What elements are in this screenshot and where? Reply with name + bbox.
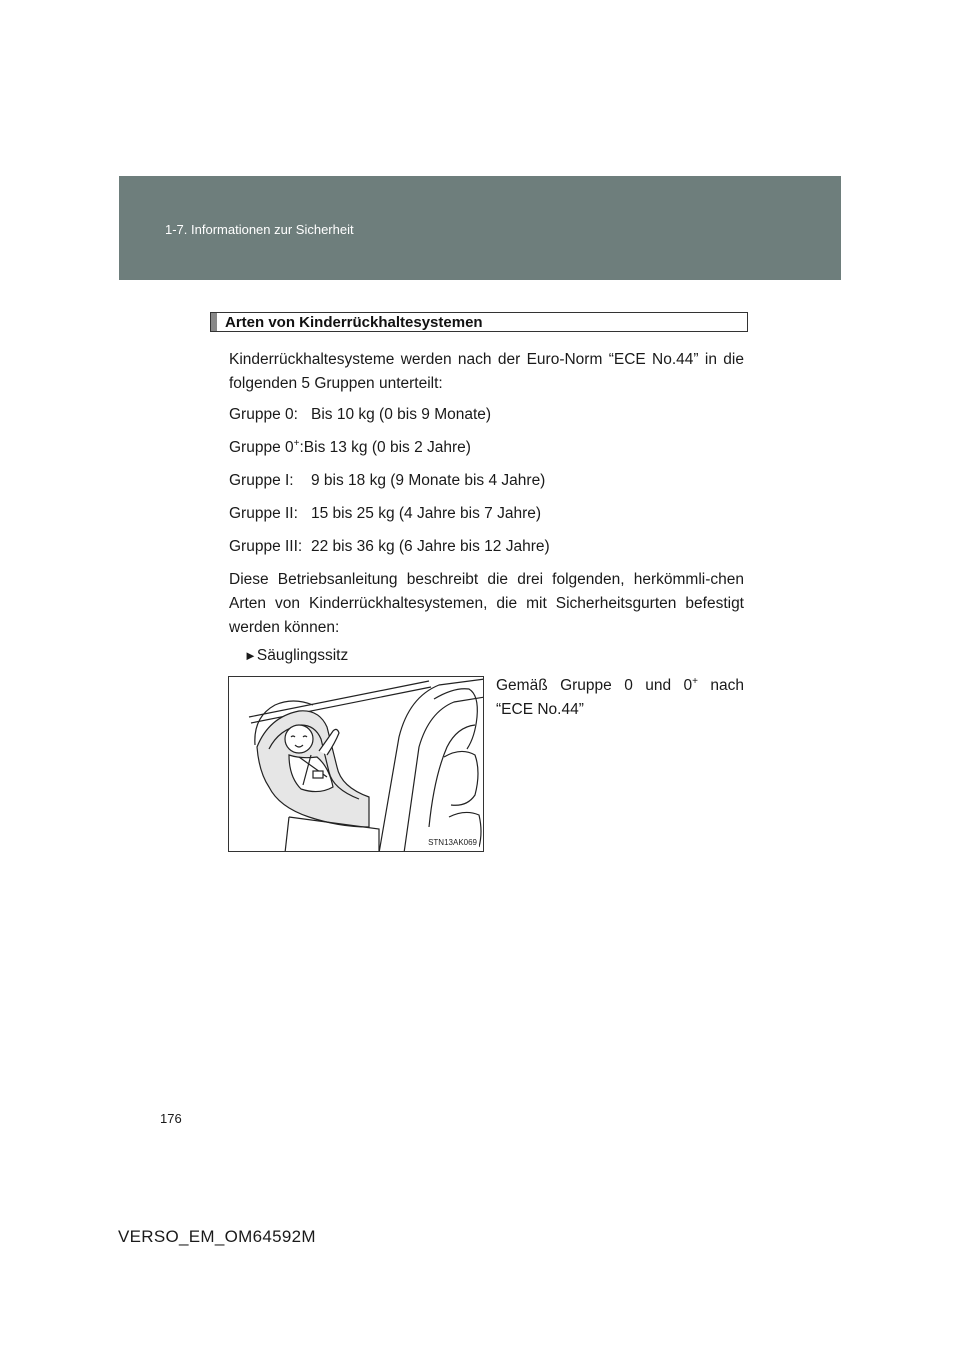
- document-code: VERSO_EM_OM64592M: [118, 1227, 316, 1246]
- bullet-label: Säuglingssitz: [256, 647, 349, 664]
- bullet-infant-seat: [244, 644, 348, 668]
- group-text: 15 bis 25 kg (4 Jahre bis 7 Jahre): [311, 505, 542, 522]
- group-row-0: [229, 403, 491, 427]
- group-text: Bis 10 kg (0 bis 9 Monate): [311, 406, 492, 423]
- section-title: 1-7. Informationen zur Sicherheit: [165, 222, 354, 237]
- group-text: 9 bis 18 kg (9 Monate bis 4 Jahre): [311, 472, 546, 489]
- group-label: Gruppe 0+:: [229, 438, 304, 456]
- plus-superscript: +: [692, 676, 698, 687]
- header-band: [119, 176, 841, 280]
- group-row-1: [229, 469, 545, 493]
- description-paragraph: Diese Betriebsanleitung beschreibt die drei folgenden, herkömmli-chen Arten von Kinderrückhaltesystemen, die mit Sicherheitsgurten befestigt werden können:: [229, 571, 744, 636]
- side-note: Gemäß Gruppe 0 und 0+ nach “ECE No.44”: [496, 676, 744, 718]
- heading-accent-bar: [211, 313, 217, 331]
- plus-superscript: +: [293, 438, 300, 449]
- page-number: 176: [160, 1111, 182, 1126]
- figure-code: STN13AK069: [428, 838, 477, 847]
- triangle-arrow-icon: ►: [244, 648, 257, 663]
- heading-text: Arten von Kinderrückhaltesystemen: [225, 314, 483, 331]
- group-row-3: [229, 535, 550, 559]
- group-row-2: [229, 502, 541, 526]
- group-text: 22 bis 36 kg (6 Jahre bis 12 Jahre): [311, 538, 550, 555]
- section-heading: [210, 312, 748, 332]
- intro-paragraph: Kinderrückhaltesysteme werden nach der Euro-Norm “ECE No.44” in die folgenden 5 Gruppen unterteilt:: [229, 351, 744, 392]
- group-row-0plus: [229, 436, 471, 460]
- group-label: Gruppe III:: [229, 538, 303, 555]
- infant-seat-drawing: [229, 677, 484, 852]
- group-label: Gruppe 0:: [229, 406, 298, 423]
- infant-seat-illustration: [228, 676, 484, 852]
- group-text: Bis 13 kg (0 bis 2 Jahre): [303, 439, 471, 456]
- group-label: Gruppe II:: [229, 505, 298, 522]
- group-label: Gruppe I:: [229, 472, 294, 489]
